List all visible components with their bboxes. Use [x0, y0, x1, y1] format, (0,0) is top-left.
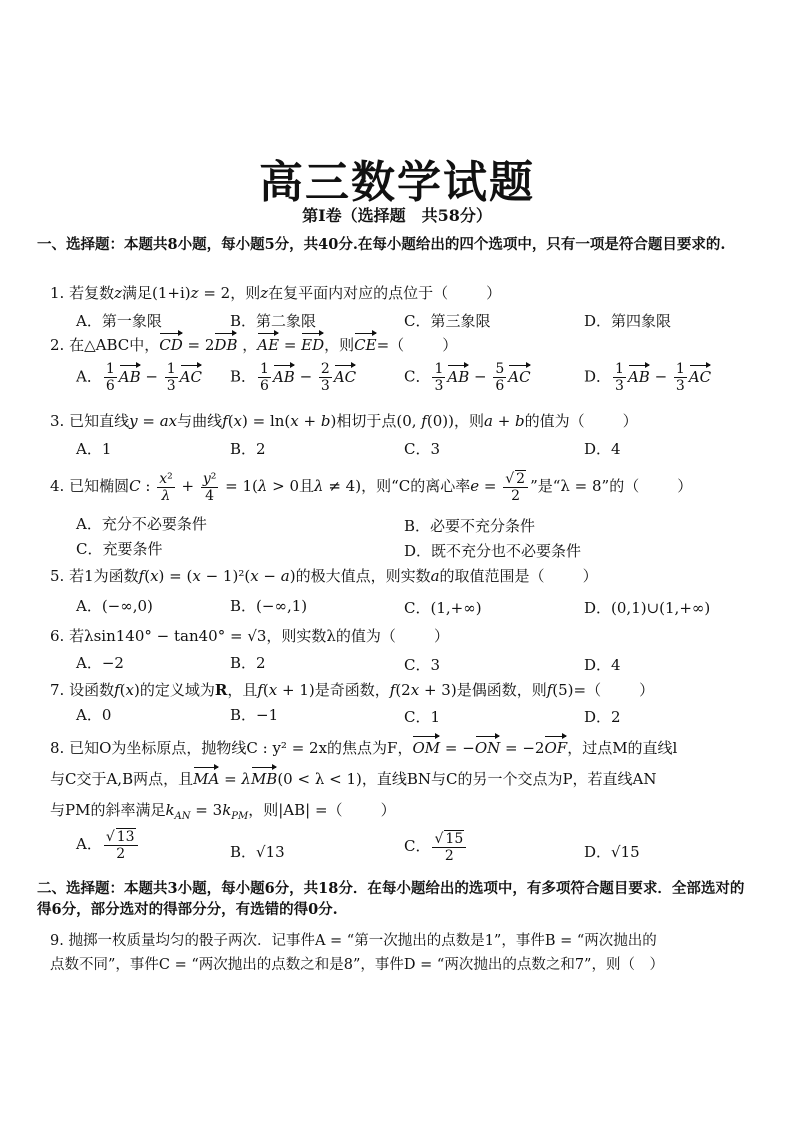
question-3-option-c[interactable]: C．3 [404, 440, 441, 458]
question-2-stem: 2. 在△ABC中，CD = 2DB ，AE = ED，则CE=（ ） [50, 336, 458, 354]
question-3-option-d[interactable]: D．4 [584, 440, 621, 458]
question-8-stem-line-2: 与C交于A,B两点，且MA = λMB(0 < λ < 1)，直线BN与C的另一个交点为P，若直线AN [50, 770, 657, 788]
question-7-stem: 7. 设函数f(x)的定义域为R，且f(x + 1)是奇函数，f(2x + 3)是偶函数，则f(5)=（ ） [50, 681, 655, 699]
section-1-instructions: 一、选择题：本题共8小题，每小题5分，共40分.在每小题给出的四个选项中，只有一项是符合题目要求的. [37, 236, 726, 253]
page-title: 高三数学试题 [259, 157, 535, 208]
question-2-option-a[interactable]: A． $\frac{1}{6}$ AB − $\frac{1}{3}$ AC [76, 361, 202, 394]
question-3-option-b[interactable]: B．2 [230, 440, 266, 458]
question-6-option-b[interactable]: B．2 [230, 654, 266, 672]
question-5-stem: 5. 若1为函数f(x) = (x − 1)²(x − a)的极大值点，则实数a的取值范围是（ ） [50, 567, 598, 585]
question-1-option-c[interactable]: C．第三象限 [404, 312, 491, 330]
question-9-stem-line-2: 点数不同”，事件C = “两次抛出的点数之和是8”，事件D = “两次抛出的点数之和7”，则（ ） [50, 957, 664, 973]
question-8-option-a[interactable]: A． $\frac{√ 13}{2}$ [76, 828, 140, 862]
question-6-stem: 6. 若λsin140° − tan40° = √3，则实数λ的值为（ ） [50, 627, 449, 645]
question-6-option-c[interactable]: C．3 [404, 656, 441, 674]
question-5-option-a[interactable]: A．(−∞,0) [76, 597, 153, 615]
question-6-option-a[interactable]: A．−2 [76, 654, 124, 672]
question-4-stem: 4. 已知椭圆C : $\frac{\text{x²}}{\lambda}$ + $\frac{\text{y²}}{4}$ = 1(λ > 0且λ ≠ 4)，则“C的离心率e = $\frac{√ 2}{2}$ ”是“λ = 8”的（ ） [50, 470, 693, 504]
question-2-option-d[interactable]: D． $\frac{1}{3}$ AB − $\frac{1}{3}$ AC [584, 361, 712, 394]
question-3-stem: 3. 已知直线y = ax与曲线f(x) = ln(x + b)相切于点(0, f(0))，则a + b的值为（ ） [50, 412, 638, 430]
question-2-option-b[interactable]: B． $\frac{1}{6}$ AB − $\frac{2}{3}$ AC [230, 361, 357, 394]
question-1-stem: 1. 若复数z满足(1+i)z = 2，则z在复平面内对应的点位于（ ） [50, 284, 502, 302]
question-8-option-c[interactable]: C． $\frac{√ 15}{2}$ [404, 830, 468, 864]
question-8-stem-line-1: 8. 已知O为坐标原点，抛物线C : y² = 2x的焦点为F，OM = −ON = −2OF，过点M的直线l [50, 739, 678, 757]
question-7-option-b[interactable]: B．−1 [230, 706, 279, 724]
question-5-option-d[interactable]: D．(0,1)∪(1,+∞) [584, 599, 711, 617]
question-1-option-b[interactable]: B．第二象限 [230, 312, 317, 330]
question-8-option-d[interactable]: D．√15 [584, 843, 640, 861]
question-7-option-d[interactable]: D．2 [584, 708, 621, 726]
page-subtitle: 第Ⅰ卷（选择题 共58分） [302, 206, 492, 225]
question-7-option-c[interactable]: C．1 [404, 708, 441, 726]
question-4-option-b[interactable]: B．必要不充分条件 [404, 517, 536, 535]
question-8-option-b[interactable]: B．√13 [230, 843, 285, 861]
question-4-option-a[interactable]: A．充分不必要条件 [76, 515, 207, 533]
question-4-option-c[interactable]: C．充要条件 [76, 540, 163, 558]
question-1-option-d[interactable]: D．第四象限 [584, 312, 672, 330]
question-4-option-d[interactable]: D．既不充分也不必要条件 [404, 542, 582, 560]
question-8-stem-line-3: 与PM的斜率满足$k_{AN} = 3k_{PM}$，则|AB| =（ ） [50, 801, 396, 822]
question-7-option-a[interactable]: A．0 [76, 706, 112, 724]
question-5-option-c[interactable]: C．(1,+∞) [404, 599, 482, 617]
section-2-instructions: 二、选择题：本题共3小题，每小题6分，共18分．在每小题给出的选项中，有多项符合题目要求．全部选对的得6分，部分选对的得部分分，有选错的得0分. [37, 880, 745, 918]
question-6-option-d[interactable]: D．4 [584, 656, 621, 674]
question-5-option-b[interactable]: B．(−∞,1) [230, 597, 308, 615]
question-2-option-c[interactable]: C． $\frac{1}{3}$ AB − $\frac{5}{6}$ AC [404, 361, 531, 394]
question-1-option-a[interactable]: A．第一象限 [76, 312, 162, 330]
question-3-option-a[interactable]: A．1 [76, 440, 112, 458]
question-9-stem-line-1: 9. 抛掷一枚质量均匀的骰子两次．记事件A = “第一次抛出的点数是1”，事件B = “两次抛出的 [50, 933, 657, 949]
